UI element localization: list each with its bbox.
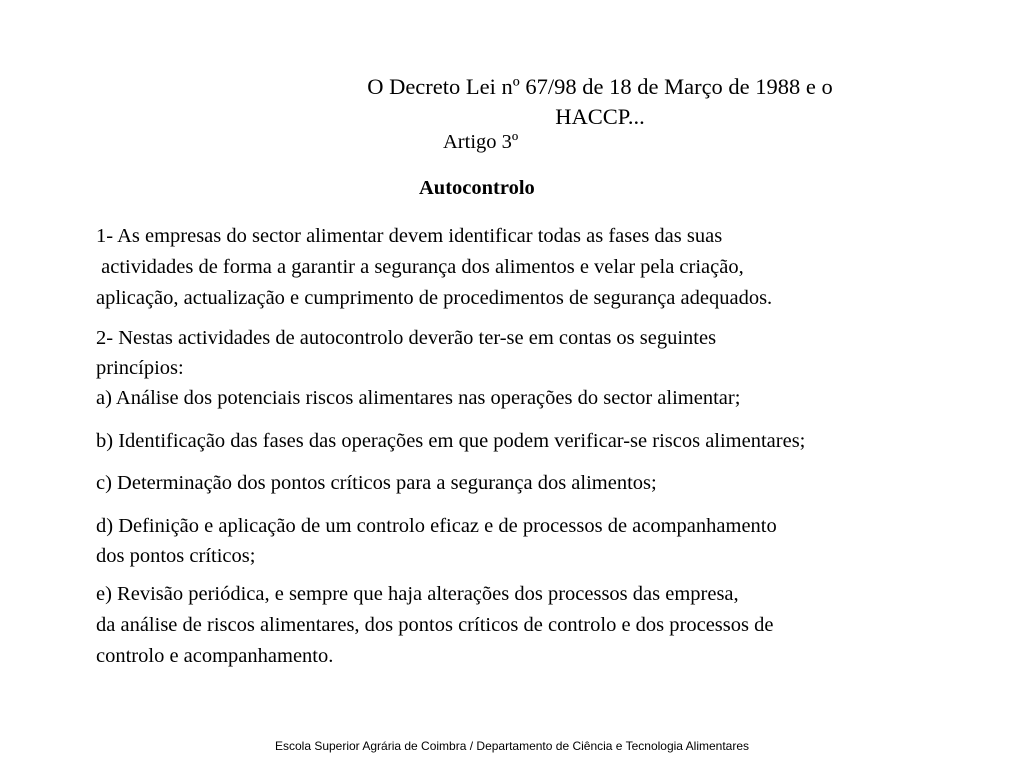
item-d-line1: d) Definição e aplicação de um controlo eficaz e de processos de acompanhamento [96,515,777,537]
slide-title-line2: HACCP... [555,104,645,129]
section-heading: Autocontrolo [419,177,535,199]
paragraph2-line2: princípios: [96,357,184,379]
paragraph1-line3: aplicação, actualização e cumprimento de procedimentos de segurança adequados. [96,287,773,309]
item-e-line1: e) Revisão periódica, e sempre que haja alterações dos processos das empresa, [96,583,739,605]
item-a: a) Análise dos potenciais riscos alimentares nas operações do sector alimentar; [96,387,741,409]
paragraph1-line2: actividades de forma a garantir a segurança dos alimentos e velar pela criação, [96,256,744,278]
item-e-line2: da análise de riscos alimentares, dos pontos críticos de controlo e dos processos de [96,614,774,636]
slide-title-line1: O Decreto Lei nº 67/98 de 18 de Março de 1988 e o [367,74,833,99]
item-e-line3: controlo e acompanhamento. [96,645,334,667]
paragraph1-line1: 1- As empresas do sector alimentar devem identificar todas as fases das suas [96,225,723,247]
item-b: b) Identificação das fases das operações em que podem verificar-se riscos alimentares; [96,430,806,452]
paragraph2-line1: 2- Nestas actividades de autocontrolo deverão ter-se em contas os seguintes [96,327,717,349]
slide-title [296,72,904,132]
article-number: Artigo 3º [443,131,519,153]
footer-institution: Escola Superior Agrária de Coimbra / Departamento de Ciência e Tecnologia Alimentares [274,739,750,753]
item-d-line2: dos pontos críticos; [96,545,256,567]
item-c: c) Determinação dos pontos críticos para a segurança dos alimentos; [96,472,657,494]
